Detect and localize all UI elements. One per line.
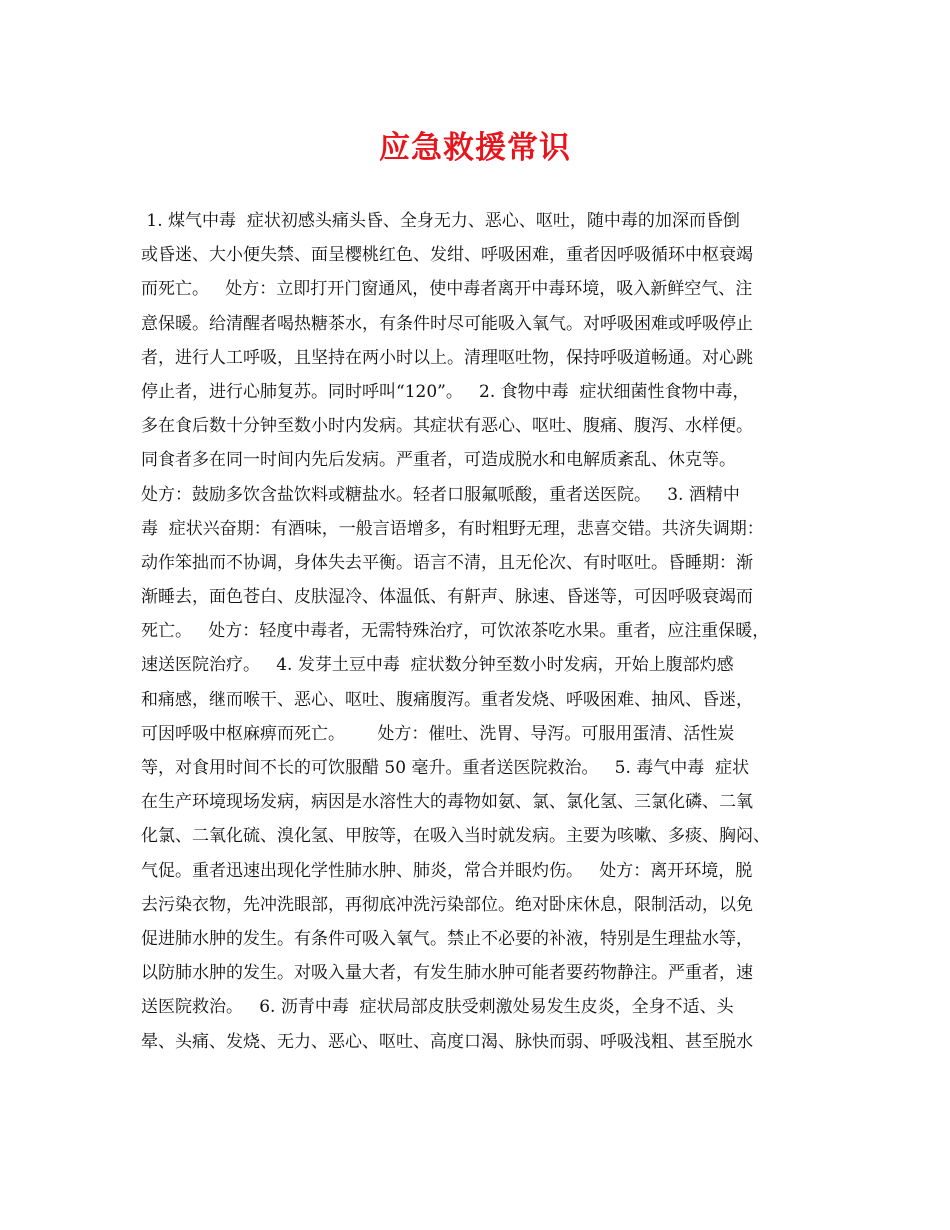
body-text-line: 晕、头痛、发烧、无力、恶心、呕吐、高度口渴、脉快而弱、呼吸浅粗、甚至脱水 (141, 1031, 753, 1052)
body-text-line: 毒 症状兴奋期：有酒味，一般言语增多，有时粗野无理，悲喜交错。共济失调期： (141, 518, 764, 539)
body-text-line: 1. 煤气中毒 症状初感头痛头昏、全身无力、恶心、呕吐，随中毒的加深而昏倒 (141, 211, 740, 231)
body-text-line: 速送医院治疗。 4. 发芽土豆中毒 症状数分钟至数小时发病，开始上腹部灼感 (141, 655, 734, 676)
body-text-line: 停止者，进行心肺复苏。同时呼叫“120”。 2. 食物中毒 症状细菌性食物中毒， (141, 381, 750, 402)
body-text-line: 气促。重者迅速出现化学性肺水肿、肺炎，常合并眼灼伤。 处方：离开环境，脱 (141, 860, 753, 881)
body-text-line: 处方：鼓励多饮含盐饮料或糖盐水。轻者口服氟哌酸，重者送医院。 3. 酒精中 (141, 484, 740, 505)
body-text-line: 同食者多在同一时间内先后发病。严重者，可造成脱水和电解质紊乱、休克等。 (141, 450, 736, 471)
body-text-line: 意保暖。给清醒者喝热糖茶水，有条件时尽可能吸入氧气。对呼吸困难或呼吸停止 (141, 313, 753, 334)
body-text-line: 多在食后数十分钟至数小时内发病。其症状有恶心、呕吐、腹痛、腹泻、水样便。 (141, 416, 753, 437)
body-text-line: 送医院救治。 6. 沥青中毒 症状局部皮肤受刺激处易发生皮炎，全身不适、头 (141, 997, 734, 1018)
body-text-line: 死亡。 处方：轻度中毒者，无需特殊治疗，可饮浓茶吃水果。重者，应注重保暖， (141, 621, 770, 642)
document-title: 应急救援常识 (379, 130, 571, 166)
body-text-line: 去污染衣物，先冲洗眼部，再彻底冲洗污染部位。绝对卧床休息，限制活动，以免 (141, 894, 753, 915)
body-text-line: 在生产环境现场发病，病因是水溶性大的毒物如氨、氯、氯化氢、三氯化磷、二氧 (141, 792, 753, 813)
body-text-line: 动作笨拙而不协调，身体失去平衡。语言不清，且无伦次、有时呕吐。昏睡期：渐 (141, 552, 753, 573)
body-text-line: 可因呼吸中枢麻痹而死亡。 处方：催吐、洗胃、导泻。可服用蛋清、活性炭 (141, 723, 735, 744)
body-text-line: 和痛感，继而喉干、恶心、呕吐、腹痛腹泻。重者发烧、呼吸困难、抽风、昏迷， (141, 689, 753, 710)
body-text-line: 者，进行人工呼吸，且坚持在两小时以上。清理呕吐物，保持呼吸道畅通。对心跳 (141, 347, 753, 368)
body-text-line: 以防肺水肿的发生。对吸入量大者，有发生肺水肿可能者要药物静注。严重者，速 (141, 963, 753, 984)
document-body (141, 204, 831, 1059)
body-text-line: 促进肺水肿的发生。有条件可吸入氧气。禁止不必要的补液，特别是生理盐水等， (141, 928, 753, 949)
body-text-line: 化氯、二氧化硫、溴化氢、甲胺等，在吸入当时就发病。主要为咳嗽、多痰、胸闷、 (141, 826, 770, 847)
body-text-line: 而死亡。 处方：立即打开门窗通风，使中毒者离开中毒环境，吸入新鲜空气、注 (141, 279, 753, 300)
body-text-line: 或昏迷、大小便失禁、面呈樱桃红色、发绀、呼吸困难，重者因呼吸循环中枢衰竭 (141, 245, 753, 266)
body-text-line: 等，对食用时间不长的可饮服醋 50 毫升。重者送医院救治。 5. 毒气中毒 症状 (141, 758, 750, 778)
body-text-line: 渐睡去，面色苍白、皮肤湿冷、体温低、有鼾声、脉速、昏迷等，可因呼吸衰竭而 (141, 587, 753, 608)
